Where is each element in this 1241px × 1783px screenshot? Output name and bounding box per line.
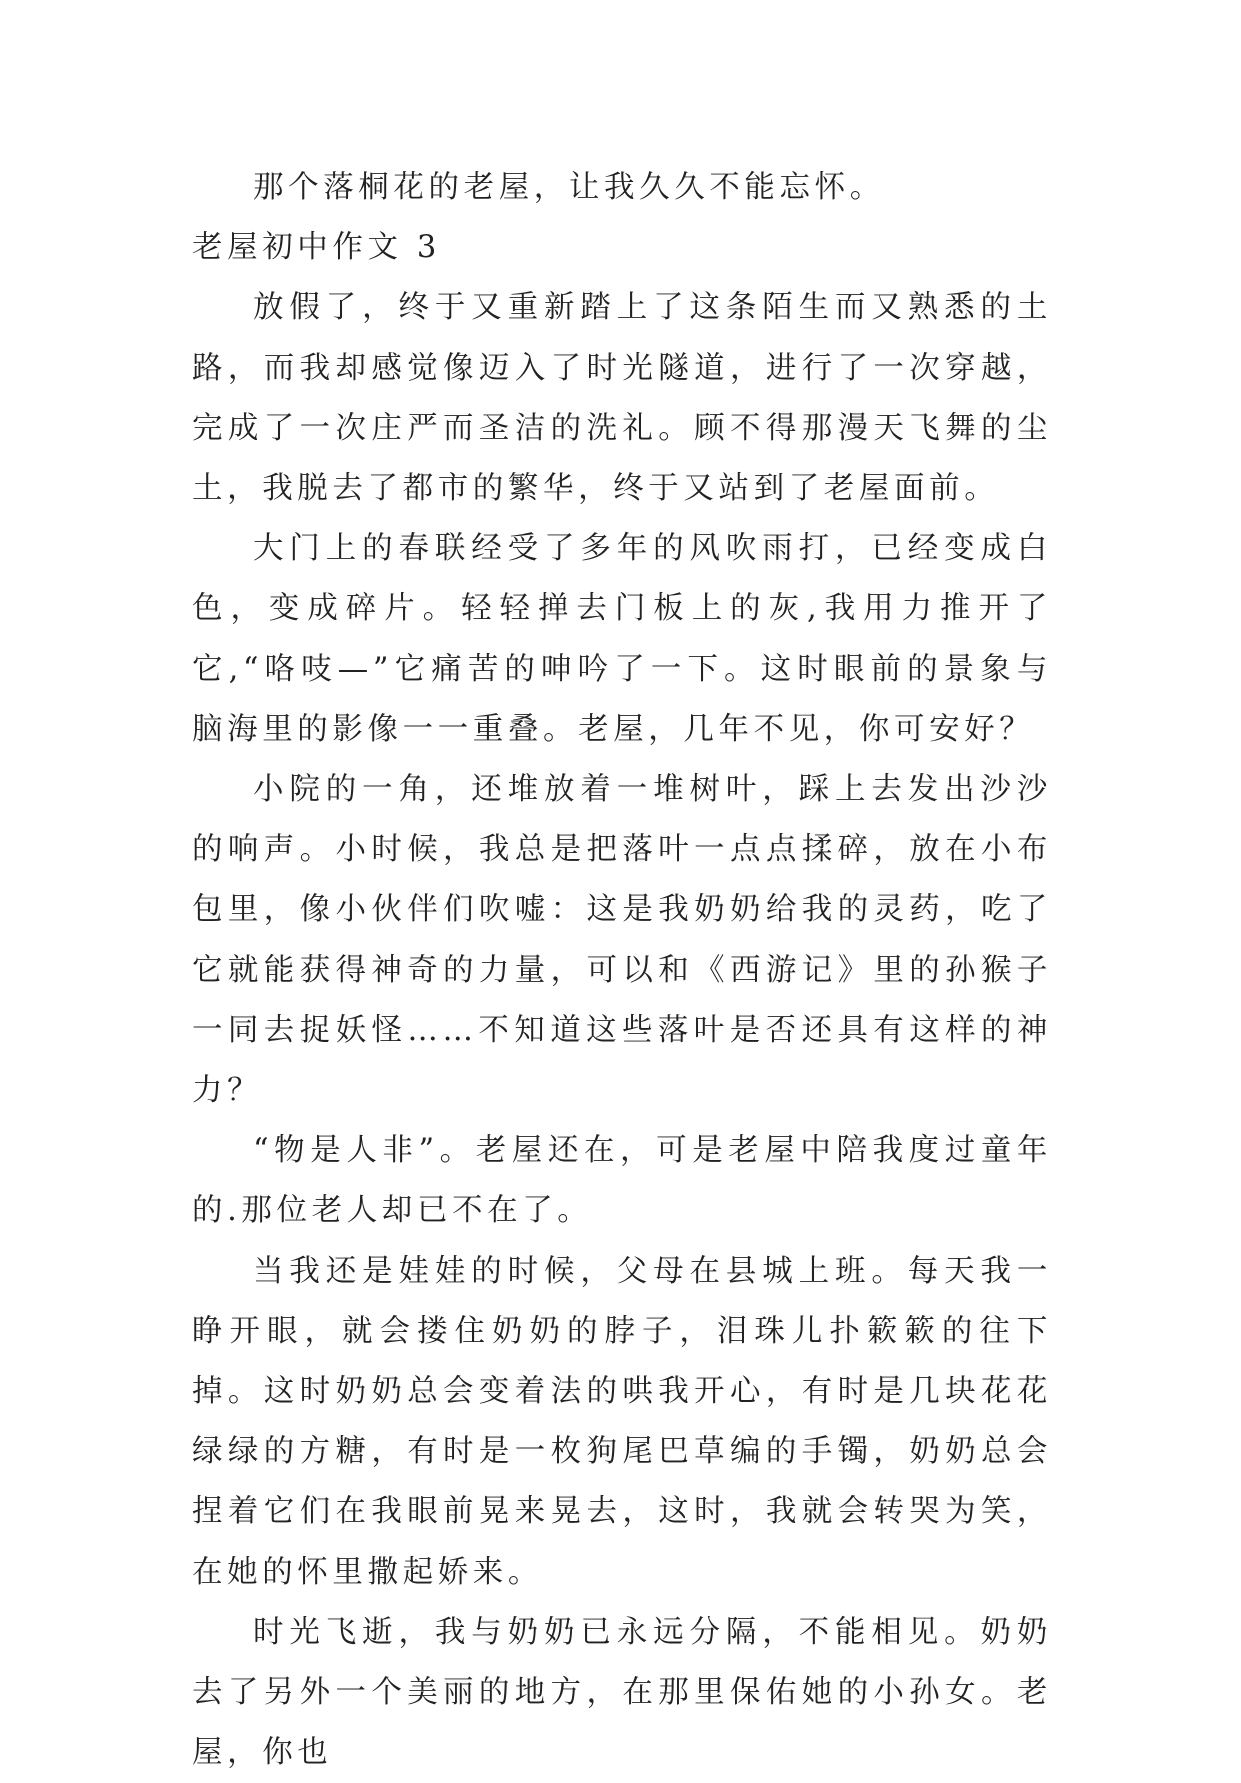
- paragraph-door-couplets: 大门上的春联经受了多年的风吹雨打，已经变成白色，变成碎片。轻轻掸去门板上的灰,我用力推开了它,“咯吱—”它痛苦的呻吟了一下。这时眼前的景象与脑海里的影像一一重叠。老屋，几年不见，你可安好？: [192, 531, 1052, 747]
- paragraph-closing-line: 那个落桐花的老屋，让我久久不能忘怀。: [253, 170, 885, 205]
- document-body: [192, 158, 1052, 1783]
- paragraph-things-remain: “物是人非”。老屋还在，可是老屋中陪我度过童年的.那位老人却已不在了。: [192, 1133, 1052, 1229]
- paragraph-courtyard-leaves: 小院的一角，还堆放着一堆树叶，踩上去发出沙沙的响声。小时候，我总是把落叶一点点揉碎，放在小布包里，像小伙伴们吹嘘：这是我奶奶给我的灵药，吃了它就能获得神奇的力量，可以和《西游记》里的孙猴子一同去捉妖怪……不知道这些落叶是否还具有这样的神力？: [192, 772, 1052, 1109]
- paragraph-return-home: 放假了，终于又重新踏上了这条陌生而又熟悉的土路，而我却感觉像迈入了时光隧道，进行了一次穿越，完成了一次庄严而圣洁的洗礼。顾不得那漫天飞舞的尘土，我脱去了都市的繁华，终于又站到了老屋面前。: [192, 290, 1052, 507]
- section-title: 老屋初中作文 3: [192, 230, 441, 266]
- paragraph-time-flies: 时光飞逝，我与奶奶已永远分隔，不能相见。奶奶去了另外一个美丽的地方，在那里保佑她的小孙女。老屋，你也: [192, 1614, 1052, 1771]
- paragraph-grandmother-memories: 当我还是娃娃的时候，父母在县城上班。每天我一睁开眼，就会搂住奶奶的脖子，泪珠儿扑簌簌的往下掉。这时奶奶总会变着法的哄我开心，有时是几块花花绿绿的方糖，有时是一枚狗尾巴草编的手镯，奶奶总会捏着它们在我眼前晃来晃去，这时，我就会转哭为笑，在她的怀里撒起娇来。: [192, 1253, 1052, 1590]
